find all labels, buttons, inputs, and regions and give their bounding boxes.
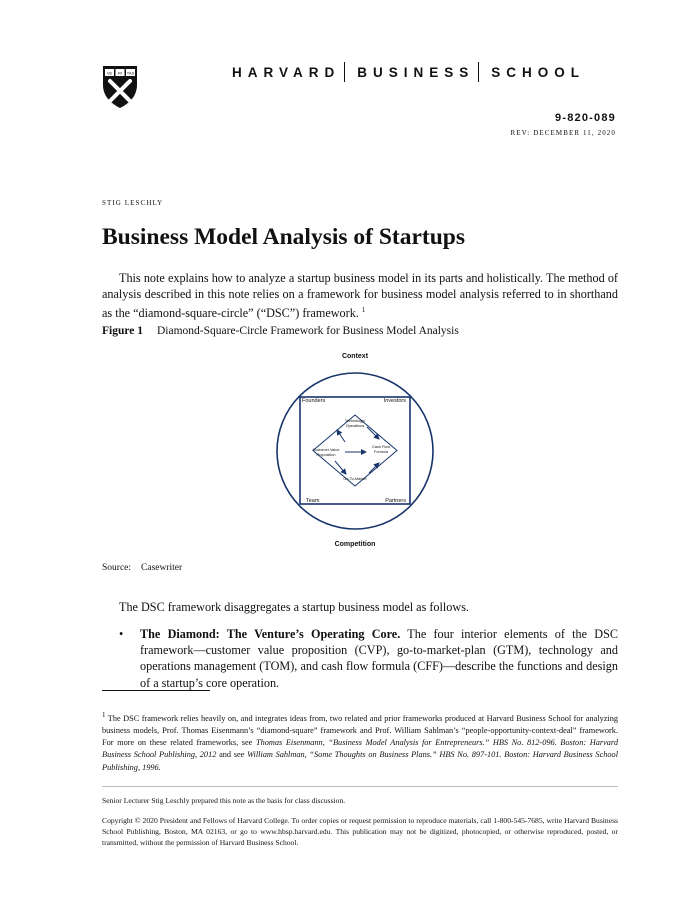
bullet-marker: • — [119, 627, 124, 641]
diamond-arrow — [367, 427, 379, 439]
shield-book-label: TAS — [126, 70, 135, 76]
diamond-arrow — [369, 463, 379, 473]
label-technology: Technology/ — [344, 419, 366, 423]
wordmark-divider — [344, 62, 345, 82]
bullet-item — [119, 626, 618, 691]
bullet-text: The four interior elements of the DSC framework—customer value proposition (CVP), go-to-market-plan (GTM), technology and operations management (TOM), and cash flow formula (CFF)—describe the functions and design of a startup’s core operation. — [140, 627, 618, 690]
document-number: 9-820-089 — [555, 112, 616, 124]
label-proposition: Proposition — [316, 453, 336, 457]
bottom-divider — [102, 786, 618, 787]
label-competition: Competition — [334, 541, 376, 548]
label-founders: Founders — [302, 398, 326, 404]
footnote-citation: Thomas Eisenmann, “Business Model Analysis for Entrepreneurs.” HBS No. 812-096. Boston: Harvard Business School Publishing, 2012 — [102, 738, 618, 760]
footnote-text: The DSC framework relies heavily on, and integrates ideas from, two related and prior frameworks produced at Harvard Business School for analyzing business models, Prof. Thomas Eisenmann’s “diamond-square” framework and Prof. William Sahlman’s “people-opportunity-context-deal” framework. For more on these related frameworks, see — [102, 713, 618, 748]
label-context: Context — [341, 353, 369, 360]
label-investors: Investors — [383, 398, 406, 404]
copyright-notice: Copyright © 2020 President and Fellows of Harvard College. To order copies or request permission to reproduce materials, call 1-800-545-7685, write Harvard Business School Publishing, Boston, MA 02163, or go to www.hbsp.harvard.edu. This publication may not be digitized, photocopied, or otherwise reproduced, posted, or transmitted, without the permission of Harvard Business School. — [102, 816, 618, 847]
hbs-shield-logo — [102, 65, 138, 109]
label-team: Team — [306, 498, 320, 504]
figure-label: Figure 1 — [102, 325, 143, 337]
footnote-citation: William Sahlman, “Some Thoughts on Business Plans.” HBS No. 897-101. Boston: Harvard Business School Publishing, 1996. — [102, 750, 619, 772]
wordmark-divider — [478, 62, 479, 82]
document-title: Business Model Analysis of Startups — [102, 224, 466, 250]
intro-text: This note explains how to analyze a startup business model in its parts and holistically. The method of analysis described in this note relies on a framework for business model analysis referred to in shorthand as the “diamond-square-circle” (“DSC”) framework. — [102, 271, 618, 321]
shield-book-label: RI — [118, 70, 122, 76]
preparation-note: Senior Lecturer Stig Leschly prepared this note as the basis for class discussion. — [102, 796, 346, 805]
label-formula: Formula — [374, 450, 388, 454]
footnote-text: and see — [216, 750, 248, 760]
source-label: Source: — [102, 563, 132, 573]
author-name: STIG LESCHLY — [102, 199, 164, 207]
bullet-heading: The Diamond: The Venture’s Operating Core. — [140, 627, 401, 641]
dsc-framework-diagram — [275, 347, 435, 549]
revision-date: REV: DECEMBER 11, 2020 — [510, 129, 616, 137]
footnote — [102, 709, 618, 774]
wordmark-school: SCHOOL — [491, 64, 586, 80]
label-go-to-market: Go-To-Market — [343, 477, 367, 481]
footnote-number: 1 — [102, 711, 106, 719]
diamond-arrow — [335, 461, 346, 474]
label-cash-flow: Cash Flow — [372, 445, 390, 449]
figure-source — [102, 563, 182, 573]
body-paragraph: The DSC framework disaggregates a startup business model as follows. — [119, 600, 469, 614]
label-operations: Operations — [345, 424, 365, 428]
footnote-reference[interactable]: 1 — [361, 306, 366, 315]
figure-title: Diamond-Square-Circle Framework for Business Model Analysis — [157, 325, 459, 337]
label-customer-value: Customer Value — [312, 448, 340, 452]
source-value: Casewriter — [141, 563, 183, 573]
footnote-divider — [102, 690, 210, 691]
label-partners: Partners — [385, 498, 406, 504]
wordmark-business: BUSINESS — [357, 64, 475, 80]
school-wordmark — [232, 63, 624, 81]
diamond-arrow — [337, 430, 345, 442]
shield-book-label: VE — [106, 70, 113, 76]
wordmark-harvard: HARVARD — [232, 64, 341, 80]
intro-paragraph — [102, 270, 618, 322]
figure-caption — [102, 325, 459, 337]
